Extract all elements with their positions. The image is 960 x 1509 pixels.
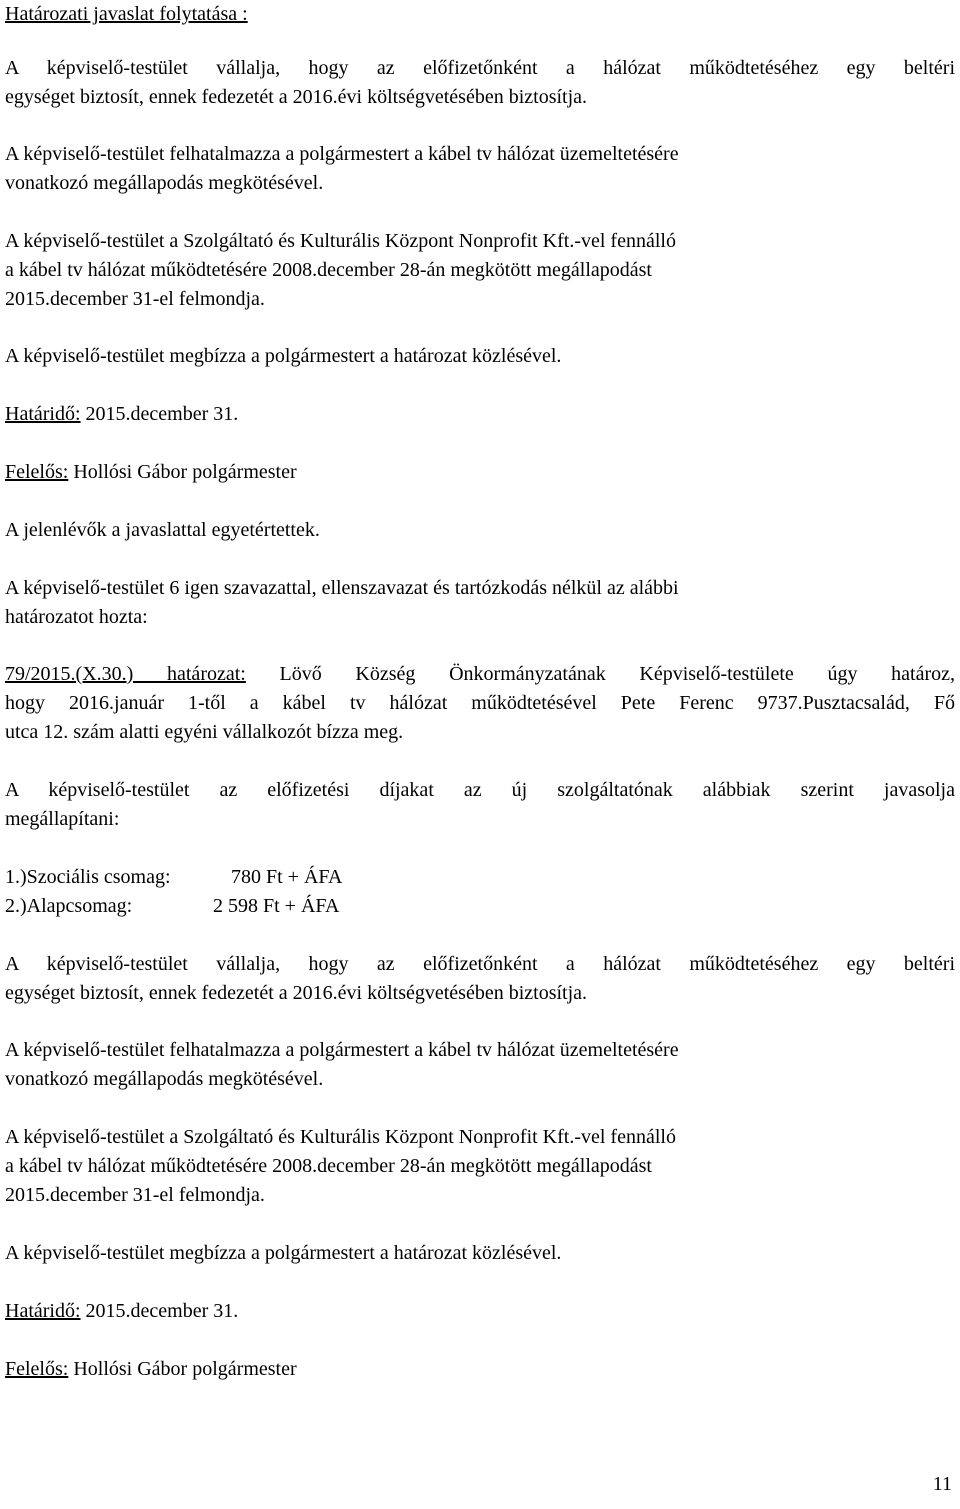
s1-responsible [5, 458, 955, 487]
s1-p1-line1: A képviselő-testület vállalja, hogy az előfizetőnként a hálózat működtetéséhez egy beltéri [5, 57, 955, 79]
page-number: 11 [932, 1473, 952, 1495]
s2-p1-line1: A képviselő-testület vállalja, hogy az előfizetőnként a hálózat működtetéséhez egy beltéri [5, 953, 955, 975]
fee-price: 780 Ft + ÁFA [231, 866, 343, 888]
s1-responsible-label: Felelős: [5, 461, 69, 483]
vote-line2: határozatot hozta: [5, 606, 148, 628]
s2-deadline-label: Határidő: [5, 1300, 81, 1322]
s2-responsible [5, 1355, 955, 1384]
fee-item-2 [5, 892, 955, 921]
heading: Határozati javaslat folytatása : [5, 3, 248, 25]
fees-intro-line2: megállapítani: [5, 808, 120, 830]
s1-p3-line3: 2015.december 31-el felmondja. [5, 288, 265, 310]
agreement-text: A jelenlévők a javaslattal egyetértettek. [5, 519, 320, 541]
s2-deadline [5, 1297, 955, 1326]
s2-p4: A képviselő-testület megbízza a polgármestert a határozat közlésével. [5, 1242, 562, 1264]
s2-p3-line1: A képviselő-testület a Szolgáltató és Kulturális Központ Nonprofit Kft.-vel fennálló [5, 1126, 676, 1148]
s2-p3-line2: a kábel tv hálózat működtetésére 2008.december 28-án megkötött megállapodást [5, 1155, 652, 1177]
s2-deadline-value: 2015.december 31. [80, 1300, 239, 1322]
fee-price: 2 598 Ft + ÁFA [213, 895, 340, 917]
s2-responsible-value: Hollósi Gábor polgármester [68, 1358, 297, 1380]
resolution-text1: Lövő Község Önkormányzatának Képviselő-testülete úgy határoz, [245, 663, 955, 685]
s1-deadline [5, 400, 955, 429]
fees-intro-line1: A képviselő-testület az előfizetési díjakat az új szolgáltatónak alábbiak szerint javasolja [5, 779, 955, 801]
resolution-line3: utca 12. szám alatti egyéni vállalkozót bízza meg. [5, 721, 404, 743]
s1-responsible-value: Hollósi Gábor polgármester [68, 461, 297, 483]
vote-line1: A képviselő-testület 6 igen szavazattal, ellenszavazat és tartózkodás nélkül az alábbi [5, 577, 679, 599]
s1-p1-line2: egységet biztosít, ennek fedezetét a 2016.évi költségvetésében biztosítja. [5, 86, 588, 108]
s1-p4: A képviselő-testület megbízza a polgármestert a határozat közlésével. [5, 345, 562, 367]
s1-p3-line1: A képviselő-testület a Szolgáltató és Kulturális Központ Nonprofit Kft.-vel fennálló [5, 230, 676, 252]
s1-deadline-value: 2015.december 31. [80, 403, 239, 425]
s1-p2-line2: vonatkozó megállapodás megkötésével. [5, 172, 324, 194]
fee-name: 2.)Alapcsomag: [5, 895, 133, 917]
resolution-line2: hogy 2016.január 1-től a kábel tv hálózat működtetésével Pete Ferenc 9737.Pusztacsalád, Fő [5, 692, 955, 714]
s2-p1-line2: egységet biztosít, ennek fedezetét a 2016.évi költségvetésében biztosítja. [5, 982, 588, 1004]
s2-responsible-label: Felelős: [5, 1358, 69, 1380]
s1-p2-line1: A képviselő-testület felhatalmazza a polgármestert a kábel tv hálózat üzemeltetésére [5, 143, 679, 165]
s2-p2-line1: A képviselő-testület felhatalmazza a polgármestert a kábel tv hálózat üzemeltetésére [5, 1039, 679, 1061]
fee-name: 1.)Szociális csomag: [5, 866, 171, 888]
fee-item-1 [5, 863, 955, 892]
s2-p3-line3: 2015.december 31-el felmondja. [5, 1184, 265, 1206]
s1-deadline-label: Határidő: [5, 403, 81, 425]
resolution-label: 79/2015.(X.30.) határozat: [5, 663, 246, 685]
resolution-line1 [5, 660, 955, 689]
s1-p3-line2: a kábel tv hálózat működtetésére 2008.december 28-án megkötött megállapodást [5, 259, 652, 281]
s2-p2-line2: vonatkozó megállapodás megkötésével. [5, 1068, 324, 1090]
